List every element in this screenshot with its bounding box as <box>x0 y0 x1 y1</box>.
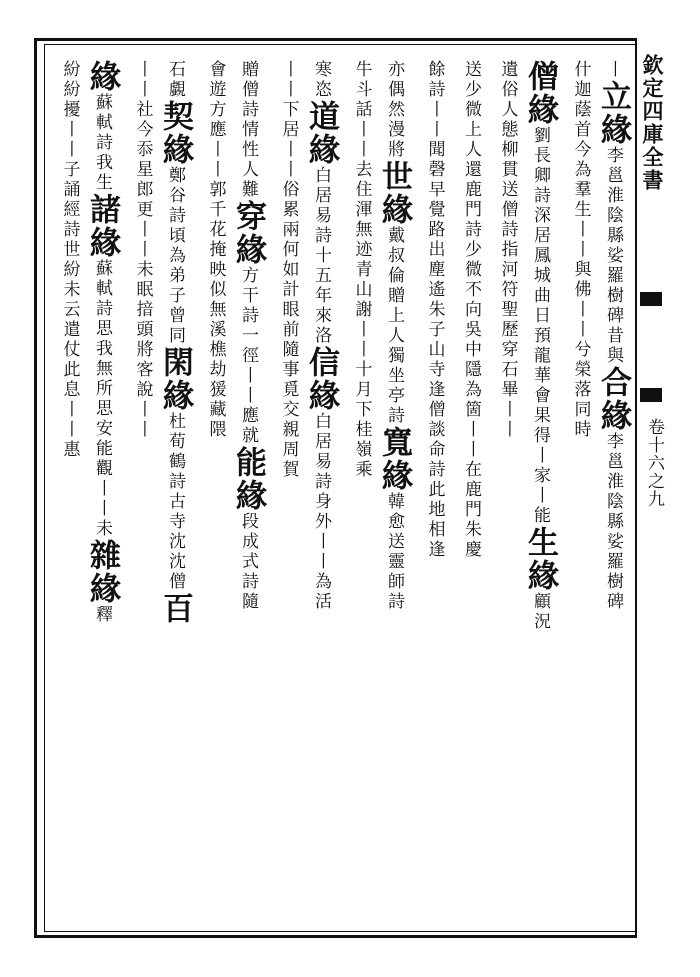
entry-text: 未眠揞頭將客說丨丨 <box>132 260 153 440</box>
entry-text: 蘇軾詩思我無所思安能觀丨丨未 <box>92 259 112 539</box>
text-column <box>193 60 227 920</box>
entry-heading: 契緣 <box>157 100 193 166</box>
entry-heading: 百 <box>157 592 193 625</box>
entry-text: 蘇軾詩我生 <box>92 93 112 193</box>
entry-heading: 雜緣 <box>84 539 120 605</box>
entry-heading: 穿緣 <box>230 200 266 266</box>
entry-text: 丨丨 <box>278 60 299 100</box>
fish-tail-mark-top <box>640 292 662 306</box>
entry-text: 亦偶然漫將 <box>384 60 404 160</box>
entry-heading: 緣 <box>84 60 120 93</box>
entry-text: 李邕淮陰縣娑羅樹碑 <box>603 432 623 612</box>
text-column <box>83 60 120 920</box>
entry-heading: 僧緣 <box>522 60 558 126</box>
entry-text: 與佛丨丨兮榮落同時 <box>570 260 591 440</box>
entry-heading: 諸緣 <box>84 193 120 259</box>
entry-text: 計眼前隨事覓交親周賀 <box>278 280 299 480</box>
entry-text: 丨丨 <box>132 60 153 100</box>
entry-text: 紛紛擾丨丨 <box>59 60 80 160</box>
text-column <box>229 60 266 920</box>
entry-text: 社今忝星郎更丨丨 <box>132 100 153 260</box>
text-column <box>521 60 558 920</box>
entry-text: 樵劫猨藏隈 <box>205 340 226 440</box>
entry-text: 石覷 <box>165 60 185 100</box>
entry-text: 贈僧詩情性人難 <box>238 60 258 200</box>
entry-heading: 立緣 <box>595 80 631 146</box>
entry-text: 劉長卿詩深居鳳城曲日預龍華會果得丨家丨能 <box>530 126 550 526</box>
entry-text: 會遊方應丨丨 <box>205 60 226 180</box>
text-column <box>485 60 519 920</box>
entry-text: 韓愈送靈師詩 <box>384 492 404 612</box>
entry-text: 十月下桂嶺乘 <box>351 360 372 480</box>
entry-text: 牛斗話丨丨 <box>351 60 372 160</box>
entry-heading: 道緣 <box>303 100 339 166</box>
entry-text: 戴叔倫贈上人獨坐亭詩 <box>384 226 404 426</box>
text-column <box>375 60 412 920</box>
entry-text: 去住渾無迹青山謝丨丨 <box>351 160 372 360</box>
text-column <box>47 60 81 920</box>
entry-text: 遺俗人態柳貫送僧詩指河符聖歷穿石畢丨丨 <box>497 60 518 440</box>
entry-text: 送少微上人還鹿門詩少微不向吳中隱為箇丨丨在鹿門朱慶 <box>461 60 481 560</box>
text-column <box>448 60 482 920</box>
book-title: 欽定四庫全書 <box>640 54 665 192</box>
entry-heading: 信緣 <box>303 346 339 412</box>
volume-label: 卷十六之九 <box>644 418 664 508</box>
fish-tail-mark-bottom <box>640 388 662 402</box>
entry-heading: 寬緣 <box>376 426 412 492</box>
entry-text: 丨 <box>603 60 623 80</box>
entry-text: 餘詩丨丨聞磬早覺路出塵遙朱子山寺逢僧談命詩此地相逢 <box>424 60 445 560</box>
entry-text: 段成式詩隨 <box>238 512 258 612</box>
entry-text: 釋 <box>92 605 112 625</box>
text-column <box>412 60 446 920</box>
entry-text: 什迦蔭首今為羣生丨丨 <box>570 60 591 260</box>
entry-text: 方干詩一徑丨丨應就 <box>238 266 258 446</box>
entry-text: 子誦經詩世紛未云遣仗此息丨丨 <box>59 160 80 440</box>
entry-text: 鄭谷詩頃為弟子曾同 <box>165 166 185 346</box>
entry-text: 顧況 <box>530 592 550 632</box>
entry-heading: 生緣 <box>522 526 558 592</box>
text-column <box>266 60 300 920</box>
entry-text: 郭千花掩映似無溪 <box>205 180 226 340</box>
text-column <box>339 60 373 920</box>
text-column <box>302 60 339 920</box>
entry-text: 杜荀鶴詩古寺沈沈僧 <box>165 412 185 592</box>
text-column <box>156 60 193 920</box>
entry-text: 李邕淮陰縣娑羅樹碑昔與 <box>603 146 623 366</box>
entry-heading: 世緣 <box>376 160 412 226</box>
entry-heading: 能緣 <box>230 446 266 512</box>
entry-heading: 閑緣 <box>157 346 193 412</box>
entry-text: 下居丨丨俗累兩何如 <box>278 100 299 280</box>
entry-heading: 合緣 <box>595 366 631 432</box>
entry-text: 寒恣 <box>311 60 331 100</box>
entry-text: 白居易詩身外丨丨為活 <box>311 412 331 612</box>
text-column <box>120 60 154 920</box>
text-column <box>594 60 631 920</box>
text-column <box>558 60 592 920</box>
entry-text: 惠 <box>59 440 80 460</box>
entry-text: 白居易詩十五年來洛 <box>311 166 331 346</box>
